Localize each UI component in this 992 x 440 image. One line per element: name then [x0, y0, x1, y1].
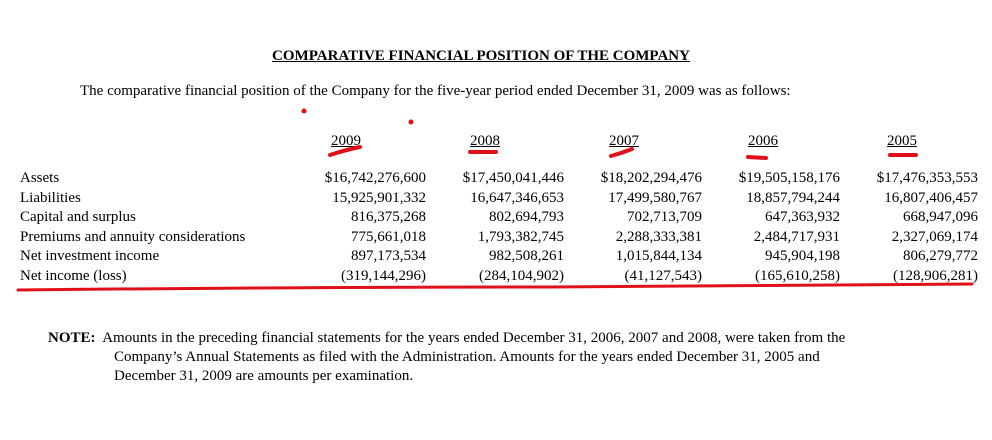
- cell-value: 668,947,096: [903, 209, 978, 226]
- table-row: [20, 189, 978, 209]
- row-label: Net investment income: [20, 248, 160, 265]
- row-label: Assets: [20, 170, 60, 186]
- table-row: [20, 228, 978, 248]
- cell-value: (41,127,543): [624, 267, 702, 284]
- note-label: NOTE:: [48, 330, 96, 346]
- cell-value: 1,015,844,134: [615, 248, 702, 265]
- cell-value: 16,807,406,457: [884, 189, 978, 206]
- cell-value: 1,793,382,745: [477, 228, 564, 245]
- table-row: [20, 169, 978, 189]
- cell-value: (319,144,296): [341, 267, 426, 284]
- document-title: COMPARATIVE FINANCIAL POSITION OF THE COMPANY: [272, 48, 690, 64]
- note-text-1: Amounts in the preceding financial statements for the years ended December 31, 2006, 2007 and 2008, were taken from the: [102, 330, 846, 346]
- table-row: [20, 208, 978, 228]
- note-paragraph: [48, 329, 914, 386]
- cell-value: 17,499,580,767: [608, 189, 702, 206]
- year-header-2005: 2005: [887, 133, 917, 149]
- cell-value: 816,375,268: [351, 209, 426, 226]
- cell-value: 2,288,333,381: [615, 228, 702, 245]
- cell-value: 647,363,932: [765, 209, 840, 226]
- cell-value: $19,505,158,176: [738, 170, 840, 186]
- cell-value: (284,104,902): [479, 267, 564, 284]
- red-dot-mark: [409, 120, 414, 125]
- cell-value: $16,742,276,600: [324, 170, 426, 186]
- note-line-2: Company’s Annual Statements as filed with the Administration. Amounts for the years ended December 31, 2005 and: [114, 349, 820, 365]
- financial-table: [20, 169, 978, 287]
- note-line-3: December 31, 2009 are amounts per examination.: [114, 368, 414, 384]
- cell-value: 897,173,534: [351, 248, 426, 265]
- row-label: Premiums and annuity considerations: [20, 228, 246, 245]
- cell-value: $17,476,353,553: [876, 170, 978, 186]
- note-line-1: [48, 329, 914, 348]
- year-header-row: [0, 133, 992, 153]
- row-label: Net income (loss): [20, 267, 127, 284]
- red-tick-mark: [748, 157, 766, 158]
- red-dot-mark: [302, 109, 307, 114]
- row-label: Capital and surplus: [20, 209, 136, 226]
- cell-value: 945,904,198: [765, 248, 840, 265]
- cell-value: $17,450,041,446: [462, 170, 564, 186]
- cell-value: 2,484,717,931: [753, 228, 840, 245]
- year-header-2009: 2009: [331, 133, 361, 149]
- year-header-2008: 2008: [470, 133, 500, 149]
- cell-value: $18,202,294,476: [600, 170, 702, 186]
- intro-paragraph: The comparative financial position of the Company for the five-year period ended December 31, 2009 was as follows:: [80, 83, 791, 99]
- table-row: [20, 267, 978, 287]
- cell-value: 702,713,709: [627, 209, 702, 226]
- year-header-2007: 2007: [609, 133, 639, 149]
- cell-value: 16,647,346,653: [470, 189, 564, 206]
- row-label: Liabilities: [20, 189, 81, 206]
- cell-value: 15,925,901,332: [332, 189, 426, 206]
- cell-value: 2,327,069,174: [891, 228, 978, 245]
- cell-value: 982,508,261: [489, 248, 564, 265]
- cell-value: (165,610,258): [755, 267, 840, 284]
- cell-value: 802,694,793: [489, 209, 564, 226]
- year-header-2006: 2006: [748, 133, 778, 149]
- cell-value: 775,661,018: [351, 228, 426, 245]
- cell-value: (128,906,281): [893, 267, 978, 284]
- cell-value: 18,857,794,244: [746, 189, 840, 206]
- cell-value: 806,279,772: [903, 248, 978, 265]
- table-row: [20, 247, 978, 267]
